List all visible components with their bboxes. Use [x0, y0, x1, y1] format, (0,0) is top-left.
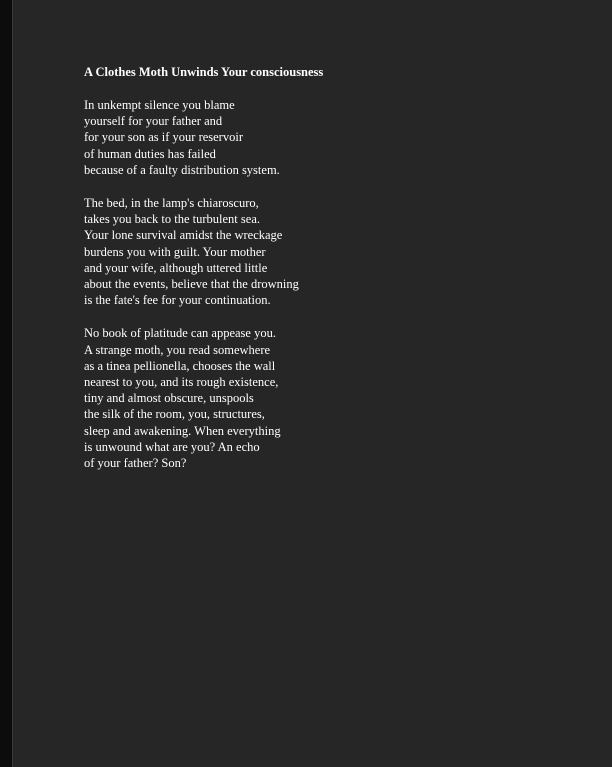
poem-line: and your wife, although uttered little [84, 260, 268, 275]
stanza-1 [84, 97, 584, 178]
poem-line: for your son as if your reservoir [84, 130, 243, 145]
poem-line: of your father? Son? [84, 456, 187, 471]
poem-line: tiny and almost obscure, unspools [84, 391, 254, 406]
poem-line: No book of platitude can appease you. [84, 326, 276, 341]
poem-line: takes you back to the turbulent sea. [84, 212, 260, 227]
poem-line: the silk of the room, you, structures, [84, 407, 265, 422]
poem-line: about the events, believe that the drowning [84, 277, 299, 292]
poem-line: In unkempt silence you blame [84, 98, 235, 112]
poem-line: Your lone survival amidst the wreckage [84, 228, 283, 243]
poem-title: A Clothes Moth Unwinds Your consciousness [84, 65, 324, 79]
poem-line: yourself for your father and [84, 114, 223, 129]
poem-line: of human duties has failed [84, 146, 216, 161]
poem [84, 64, 584, 488]
poem-line: burdens you with guilt. Your mother [84, 244, 266, 259]
stanza-2 [84, 195, 584, 308]
poem-line: as a tinea pellionella, chooses the wall [84, 358, 276, 373]
poem-line: A strange moth, you read somewhere [84, 342, 271, 357]
window-left-edge [0, 0, 12, 767]
poem-line: nearest to you, and its rough existence, [84, 375, 279, 390]
poem-line: is the fate's fee for your continuation. [84, 293, 271, 308]
poem-line: sleep and awakening. When everything [84, 423, 281, 438]
stanza-3 [84, 325, 584, 471]
poem-line: is unwound what are you? An echo [84, 439, 260, 454]
poem-line: The bed, in the lamp's chiaroscuro, [84, 196, 259, 211]
poem-line: because of a faulty distribution system. [84, 162, 280, 177]
